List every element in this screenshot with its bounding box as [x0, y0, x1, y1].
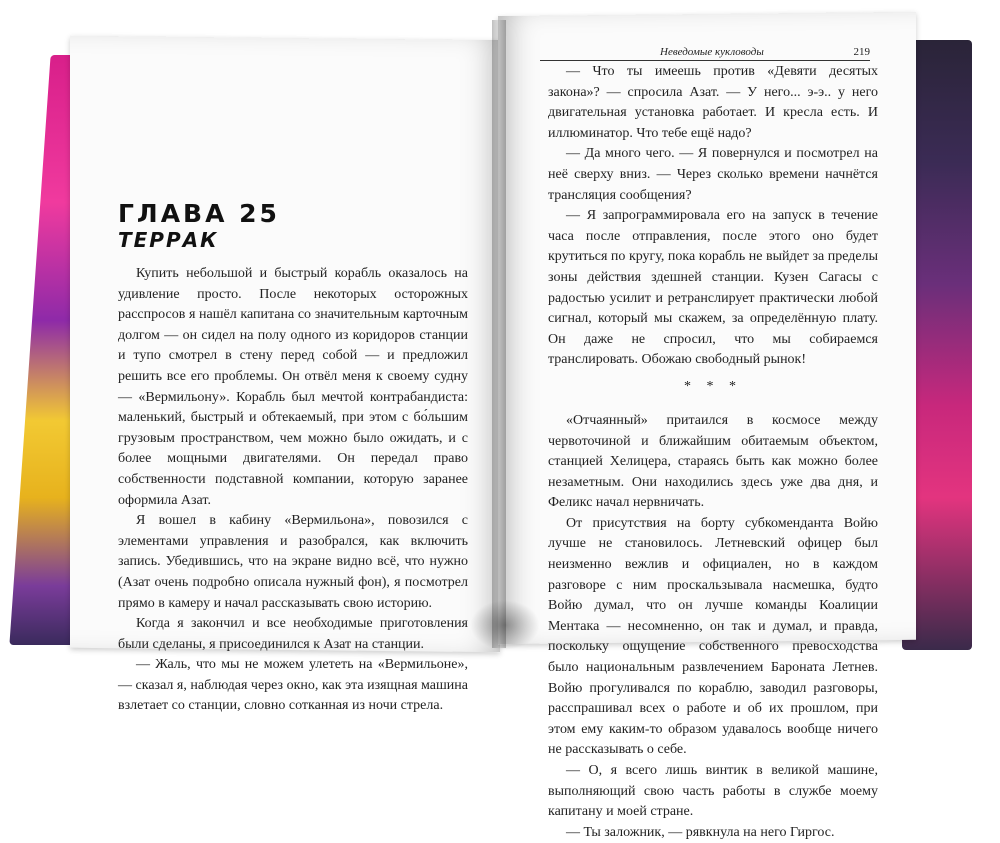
running-header — [540, 46, 870, 61]
paragraph: Когда я закончил и все необходимые приготовления были сделаны, я присоединился к Азат на станции. — [118, 616, 468, 652]
paragraph: — Я запрограммировала его на запуск в течение часа после отправления, после этого оно будет крутиться по кругу, пока корабль не выйдет за пределы зоны действия здешней станции. Кузен Сагасы с радостью усилит и ретранслирует практически любой сигнал, который мы скажем, за определённую плату. Он даже не спросил, что мы собираемся транслировать. Обожаю свободный рынок! — [548, 208, 878, 368]
spine-shadow — [470, 600, 540, 650]
paragraph: Я вошел в кабину «Вермильона», повозился с элементами управления и разобрался, как включить запись. Убедившись, что на экране видно всё, что нужно (Азат очень подробно описала нужный фон), я посмотрел прямо в камеру и начал рассказывать свою историю. — [118, 513, 468, 611]
chapter-title: ТЕРРАК — [118, 228, 219, 252]
section-separator: * * * — [684, 378, 742, 394]
chapter-number: ГЛАВА 25 — [118, 199, 280, 228]
right-page-text — [548, 62, 878, 843]
page-number: 219 — [853, 46, 870, 58]
book-gutter — [492, 20, 506, 648]
left-page-text — [118, 200, 468, 717]
paragraph: — Жаль, что мы не можем улететь на «Вермильоне», — сказал я, наблюдая через окно, как эта изящная машина взлетает со станции, словно сотканная из ночи стрела. — [118, 657, 468, 714]
paragraph: «Отчаянный» притаился в космосе между червоточиной и ближайшим обитаемым объектом, станцией Хелицера, стараясь быть как можно более незаметным. Они находились здесь уже два дня, и Феликс начал нервничать. — [548, 412, 878, 511]
paragraph: Купить небольшой и быстрый корабль оказалось на удивление просто. После некоторых осторожных расспросов я нашёл капитана со значительным карточным долгом — он сидел на полу одного из коридоров станции и тупо смотрел в стену перед собой — и предложил решить все его проблемы. Он отвёл меня к своему судну — «Вермильону». Корабль был мечтой контрабандиста: маленький, быстрый и обтекаемый, при этом с бо́льшим грузовым пространством, чем можно было ожидать, и с более мощными двигателями. Он передал право собственности подставной компании, которую заранее оформила Азат. — [118, 266, 468, 508]
paragraph: — Ты заложник, — рявкнула на него Гиргос. — [566, 824, 835, 840]
paragraph: — О, я всего лишь винтик в великой машине, выполняющий свою часть работы в службе моему капитану и моей стране. — [548, 763, 878, 820]
paragraph: От присутствия на борту субкомендантa Войю лучше не становилось. Летневский офицер был неизменно вежлив и официален, но в каждом разговоре с ним проскальзывала насмешка, будто Войю думал, что он лучше команды Коалиции Ментака — несомненно, он так и думал, и правда, поскольку ощущение собственного превосходства было национальным развлечением Бароната Летнев. Войю прогуливался по кораблю, заводил разговоры, расспрашивал всех о работе и об их прошлом, при этом ему каким-то образом удавалось вообще ничего не рассказывать о себе. — [548, 515, 878, 758]
running-header-title: Неведомые кукловоды — [660, 46, 764, 58]
paragraph: — Что ты имеешь против «Девяти десятых закона»? — спросила Азат. — У него... э-э.. у него двигательная установка работает. И кресла есть. И иллюминатор. Что тебе ещё надо? — [548, 64, 878, 141]
paragraph: — Да много чего. — Я повернулся и посмотрел на неё сверху вниз. — Через сколько времени начнётся трансляция сообщения? — [548, 146, 878, 203]
